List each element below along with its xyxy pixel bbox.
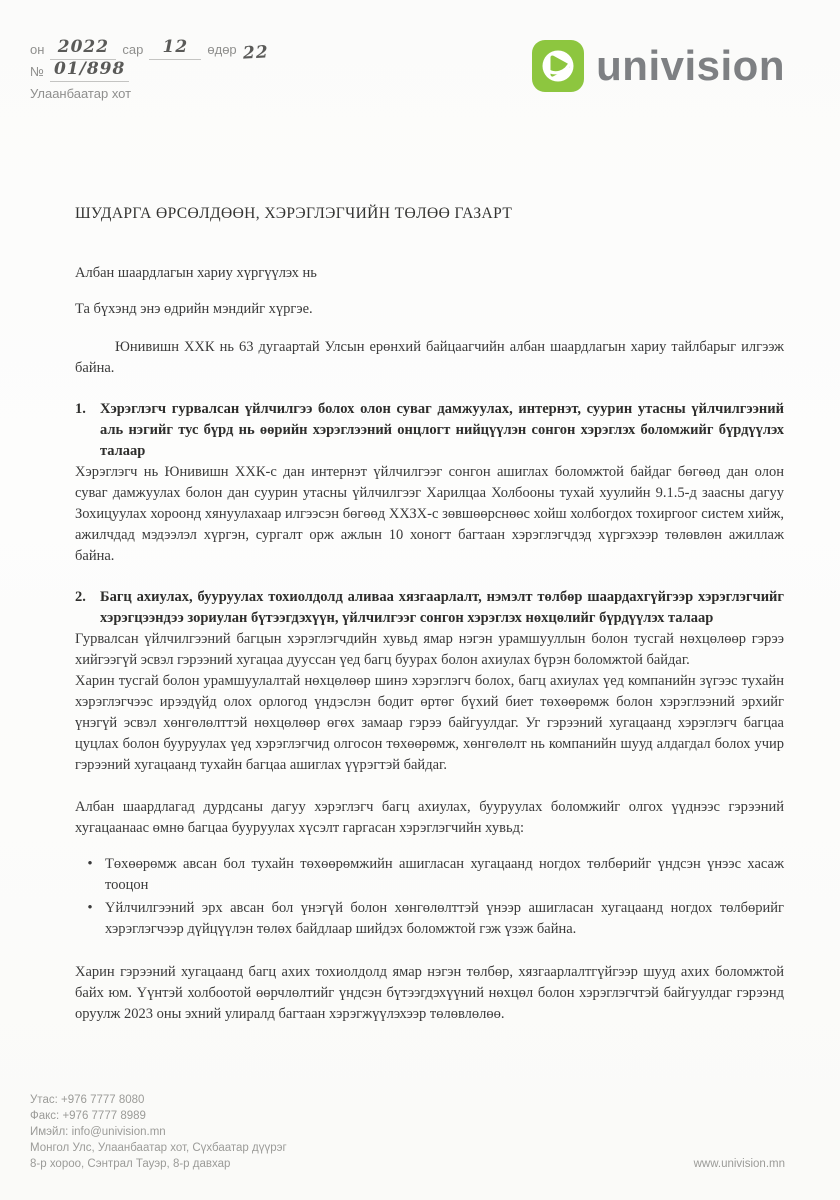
letter-footer (30, 1092, 785, 1172)
year-value: 2022 (57, 37, 110, 57)
subject-line: Албан шаардлагын хариу хүргүүлэх нь (75, 265, 317, 281)
section-2-title: Багц ахиулах, бууруулах тохиолдолд аливаа хязгаарлалт, нэмэлт төлбөр шаардахгүйгээр хэрэглэгчийг хэрэгцээндээ зориулан бүтээгдэхүүн, үйлчилгээг сонгон хэрэглэх нөхцөлийг бүрдүүлэх талаар (100, 589, 784, 626)
request-lead-paragraph: Албан шаардлагад дурдсаны дагуу хэрэглэгч багц ахиулах, бууруулах боломжийг олгох үүднээс гэрээний хугацаанаас өмнө багцаа бууруулах хүсэлт гаргасан хэрэглэгчийн хувьд: (75, 799, 784, 836)
phone-line: Утас: +976 7777 8080 (30, 1094, 145, 1106)
bullet-icon: • (87, 899, 93, 916)
address-line-2: 8-р хороо, Сэнтрал Тауэр, 8-р давхар (30, 1158, 231, 1170)
section-2-number: 2. (75, 589, 86, 605)
month-value: 12 (162, 37, 189, 57)
section-1-title: Хэрэглэгч гурвалсан үйлчилгээ болох олон суваг дамжуулах, интернэт, суурин утасны үйлчилгээний аль нэгийг тус бүрд нь өөрийн хэрэглээний онцлогт нийцүүлэн сонгон хэрэглэх боломжийг бүрдүүлэх талаар (100, 401, 784, 459)
list-item (75, 898, 784, 940)
closing-paragraph: Харин гэрээний хугацаанд багц ахих тохиолдолд ямар нэгэн төлбөр, хязгаарлалтгүйгээр шууд ахих боломжтой байх юм. Үүнтэй холбоотой өөрчлөлтийг үндсэн бүтээгдэхүүний нөхцөл болон хэрэглэгчтэй байгуулдаг гэрээнд оруулж 2023 оны эхний улиралд багтаан хэрэгжүүлэхээр төлөвлөлөө. (75, 963, 784, 1022)
section-1 (75, 399, 784, 567)
month-label: сар (122, 42, 144, 57)
number-value: 01/898 (53, 59, 126, 79)
contact-block (30, 1092, 287, 1172)
year-label: он (30, 42, 45, 57)
section-1-number: 1. (75, 401, 86, 417)
bullet-list (75, 854, 784, 940)
bullet-icon: • (87, 855, 93, 872)
day-label: өдөр (207, 42, 237, 57)
day-value: 22 (242, 42, 269, 64)
website-label: www.univision.mn (693, 1158, 785, 1170)
email-line: Имэйл: info@univision.mn (30, 1126, 166, 1138)
section-1-heading (75, 399, 784, 462)
univision-logo-text: univision (596, 42, 785, 89)
section-1-paragraph: Хэрэглэгч нь Юнивишн ХХК-с дан интернэт үйлчилгээг сонгон ашиглах боломжтой байдаг бөгөөд дан олон суваг дамжуулах болон дан суурин утасны үйлчилгээг Харилцаа Холбооны тухай хуулийн 9.1.5-д заасны дагуу Зохицуулах хороонд хянуулахаар илгээсэн бөгөөд ХХЗХ-с зөвшөөрснөөс хойш холбогдох тохиргоог систем хийж, ажилчдад мэдээлэл хүргэн, сургалт орж ажлын 10 хоногт багтаан хэрэглэгчдэд хүргэхээр төлөвлөн ажиллаж байна. (75, 464, 784, 564)
bullet-text-2: Үйлчилгээний эрх авсан бол үнэгүй болон хөнгөлөлттэй үнээр ашигласан хугацаанд ногдох төлбөрийг хэрэглэгчээр дүйцүүлэн төлөх байдлаар шийдэх боломжтой гэж үзэж байна. (105, 899, 784, 937)
section-2-paragraph-1: Гурвалсан үйлчилгээний багцын хэрэглэгчдийн хувьд ямар нэгэн урамшууллын болон тусгай нөхцөлөөр гэрээ хийгээгүй эсвэл гэрээний хугацаа дууссан үед багц буурах болон ахиулах бүрэн боломжтой байдаг. (75, 631, 784, 668)
section-2-heading (75, 587, 784, 629)
letter-body (75, 0, 784, 1039)
bullet-text-1: Төхөөрөмж авсан бол тухайн төхөөрөмжийн ашигласан хугацаанд ногдох төлбөрийг үндсэн үнээс хасаж тооцон (105, 855, 784, 893)
greeting-line: Та бүхэнд энэ өдрийн мэндийг хүргэе. (75, 301, 313, 317)
number-label: № (30, 64, 44, 79)
section-2 (75, 587, 784, 776)
address-line-1: Монгол Улс, Улаанбаатар хот, Сүхбаатар дүүрэг (30, 1142, 287, 1154)
recipient-title: ШУДАРГА ӨРСӨЛДӨӨН, ХЭРЭГЛЭГЧИЙН ТӨЛӨӨ ГАЗАРТ (75, 205, 513, 222)
intro-paragraph: Юнивишн ХХК нь 63 дугаартай Улсын ерөнхий байцаагчийн албан шаардлагын хариу тайлбарыг илгээж байна. (75, 339, 784, 376)
section-2-paragraph-2: Харин тусгай болон урамшуулалтай нөхцөлөөр шинэ хэрэглэгч болох, багц ахиулах үед компанийн зүгээс тухайн хэрэглэгчээс ирээдүйд олох орлогод үндэслэн бодит өртөг бүхий биет төхөөрөмж болон хэрэглээний эрхийг үнэгүй эсвэл хөнгөлөлттэй нөхцөлөөр өгөх замаар гэрээ байгуулдаг. Уг гэрээний хугацаанд хэрэглэгч багцаа цуцлах болон бууруулах үед хэрэглэгчид олгосон төхөөрөмж, хөнгөлөлт нь компанийн шууд алдагдал болох учир гэрээний хугацаанд тухайн багцаа ашиглах үүрэгтэй байдаг. (75, 673, 784, 773)
list-item (75, 854, 784, 896)
fax-line: Факс: +976 7777 8989 (30, 1110, 146, 1122)
city-label: Улаанбаатар хот (30, 86, 132, 101)
